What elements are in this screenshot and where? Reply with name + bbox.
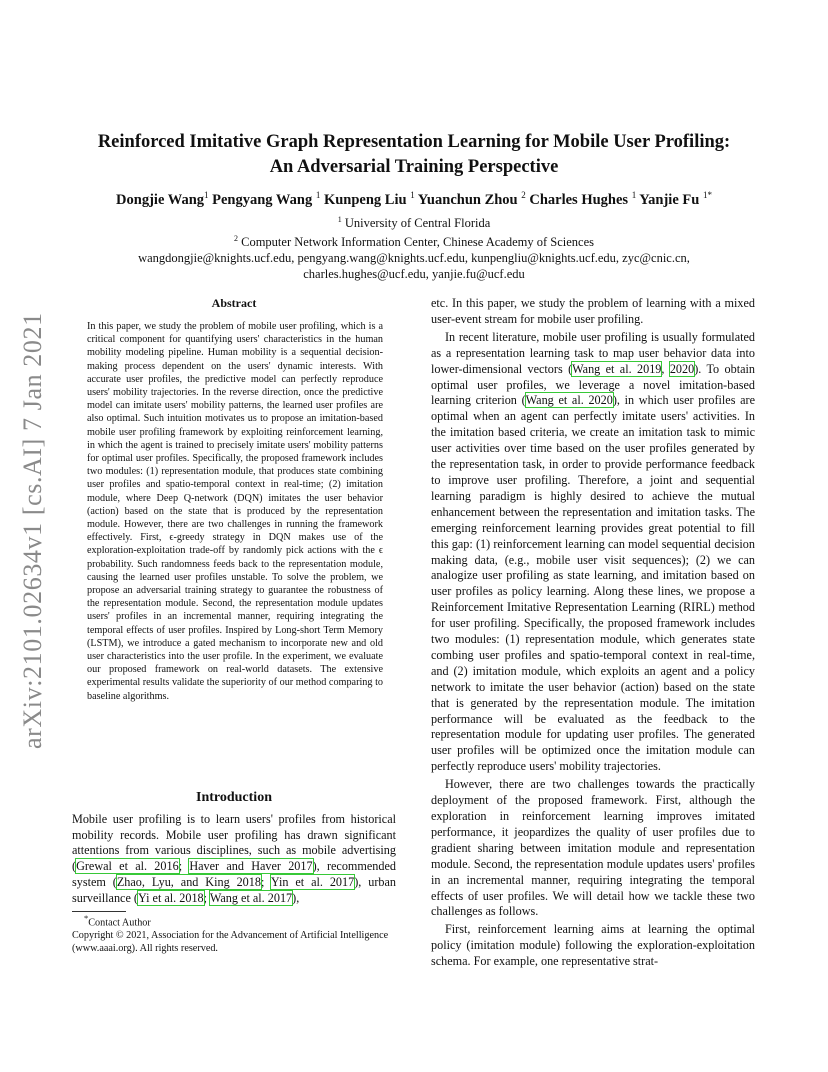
citation-link[interactable]: Grewal et al. 2016 <box>76 859 179 874</box>
affiliation-2 <box>40 231 788 250</box>
author-emails-line-2: charles.hughes@ucf.edu, yanjie.fu@ucf.edu <box>303 267 525 282</box>
author-name: Yanjie Fu <box>639 191 700 208</box>
abstract-heading: Abstract <box>211 296 257 310</box>
author-affiliation-mark: 2 <box>521 190 526 200</box>
author-name: Yuanchun Zhou <box>417 191 518 208</box>
affiliation-mark: 1 <box>337 215 342 224</box>
paragraph-text: ), <box>292 890 300 905</box>
author-list <box>40 190 788 209</box>
contact-author-footnote <box>72 912 396 929</box>
author-affiliation-mark: 1 <box>410 190 415 200</box>
citation-link[interactable]: Haver and Haver 2017 <box>189 859 313 874</box>
citation-separator: , <box>661 361 670 376</box>
affiliation-text: University of Central Florida <box>344 216 491 231</box>
paragraph-text: In recent literature, mobile user profiling is usually formulated as a representation learning task to map user behavior data into lower-dimensional vectors ( <box>431 329 755 376</box>
citation-separator: ; <box>260 874 271 889</box>
paragraph-text: Mobile user profiling is to learn users' profiles from historical mobility records. Mobile user profiling has drawn significant attentions from various disciplines, such as mobile advertising ( <box>72 812 396 874</box>
title-line-2: An Adversarial Training Perspective <box>269 157 559 177</box>
paragraph-challenges: However, there are two challenges towards the practically deployment of the proposed framework. First, although the exploration in reinforcement learning improves imitated performance, it jeopardizes the quality of user profiles due to gradient sharing between imitation module and representation module. Second, the representation module updates users' profiles in an incremental manner, requiring integrating the temporal effects of user profiles. We will detail how we tackle these two challenges as follows. <box>431 777 755 919</box>
right-column <box>431 296 755 972</box>
author-affiliation-mark: 1 <box>631 190 637 200</box>
author-affiliation-mark: 1* <box>702 190 712 200</box>
author-affiliation-mark: 1 <box>315 190 321 200</box>
citation-link[interactable]: Wang et al. 2017 <box>209 890 293 905</box>
citation-link[interactable]: Wang et al. 2020 <box>525 393 613 408</box>
author-name: Dongjie Wang <box>116 191 205 208</box>
author-emails-line-1: wangdongjie@knights.ucf.edu, pengyang.wang@knights.ucf.edu, kunpengliu@knights.ucf.edu, zyc@cnic.cn, <box>138 251 690 266</box>
introduction-heading: Introduction <box>196 790 272 805</box>
author-affiliation-mark: 1 <box>204 190 209 200</box>
footnote-mark: * <box>84 913 89 923</box>
paragraph-first-challenge: First, reinforcement learning aims at learning the optimal policy (imitation module) following the exploration-exploitation schema. For example, one representative strat- <box>431 922 755 969</box>
copyright-notice: Copyright © 2021, Association for the Advancement of Artificial Intelligence (www.aaai.org). All rights reserved. <box>72 930 389 955</box>
paragraph-text: ), urban surveillance ( <box>72 874 396 905</box>
introduction-paragraph <box>72 812 396 906</box>
author-name: Charles Hughes <box>529 191 629 208</box>
citation-link[interactable]: Yin et al. 2017 <box>270 874 355 889</box>
paragraph-recent-literature <box>431 330 755 775</box>
affiliation-mark: 2 <box>234 234 238 244</box>
affiliation-1 <box>40 212 788 231</box>
footnote-text: Contact Author <box>88 917 151 929</box>
title-line-1: Reinforced Imitative Graph Representation Learning for Mobile User Profiling: <box>97 132 731 152</box>
paper-title <box>40 130 788 180</box>
author-name: Kunpeng Liu <box>323 191 407 208</box>
author-name: Pengyang Wang <box>212 191 313 208</box>
arxiv-identifier-stamp: arXiv:2101.02634v1 [cs.AI] 7 Jan 2021 <box>18 312 47 750</box>
affiliation-text: Computer Network Information Center, Chinese Academy of Sciences <box>241 235 594 250</box>
citation-link[interactable]: Wang et al. 2019 <box>572 361 662 376</box>
paragraph-text: ). To obtain optimal user profiles, we leverage a novel imitation-based learning criterion ( <box>431 361 755 408</box>
citation-separator: ; <box>203 890 210 905</box>
footnote-block <box>72 912 396 955</box>
affiliations <box>40 212 788 282</box>
paragraph-continued: etc. In this paper, we study the problem of learning with a mixed user-event stream for mobile user profiling. <box>431 296 755 326</box>
citation-link[interactable]: 2020 <box>669 361 695 376</box>
paragraph-text: ), recommended system ( <box>72 859 396 889</box>
citation-link[interactable]: Yi et al. 2018 <box>137 890 204 905</box>
abstract-text: In this paper, we study the problem of mobile user profiling, which is a critical component for quantifying users' characteristics in the human mobility modeling pipeline. Human mobility is a sequential decision-making process dependent on the users' dynamic interests. With accurate user profiles, the predictive model can perfectly reproduce users' mobility trajectories. In the reverse direction, once the predictive model can imitate users' mobility patterns, the learned user profiles are also optimal. Such intuition motivates us to propose an imitation-based mobile user profiling framework by exploiting reinforcement learning, in which the agent is trained to precisely imitate users' mobility patterns for optimal user profiles. Specifically, the proposed framework includes two modules: (1) representation module, that produces state combining user profiles and spatio-temporal context in real-time; (2) imitation module, where Deep Q-network (DQN) imitates the user behavior (action) based on the state that is produced by the representation module. However, there are two challenges in running the framework effectively. First, ϵ-greedy strategy in DQN makes use of the exploration-exploitation trade-off by randomly pick actions with the ϵ probability. Such randomness feeds back to the representation module, causing the learned user profiles unstable. To solve the problem, we propose an adversarial training strategy to guarantee the robustness of the representation module. Second, the representation module updates users' profiles in an incremental manner, requiring integrating the temporal effects of user profiles. Inspired by Long-short Term Memory (LSTM), we introduce a gated mechanism to incorporate new and old user characteristics into the user profile. In the experiment, we evaluate our proposed framework on real-world datasets. The extensive experimental results validate the superiority of our method comparing to baseline algorithms. <box>87 321 383 702</box>
citation-link[interactable]: Zhao, Lyu, and King 2018 <box>116 874 261 889</box>
paragraph-text: ), in which user profiles are optimal when an agent can perfectly imitate users' activities. In the imitation based criteria, we create an imitation task to mimic user activities over time based on the user profiles generated by the representation task, in order to provide performance feedback to improve user profiling. Therefore, a joint and sequential learning paradigm is highly desired to achieve the mutual enhancement between the representation and imitation tasks. The emerging reinforcement learning provides great potential to fill this gap: (1) reinforcement learning can model sequential decision making data, (e.g., mobile user visit sequences); (2) we can analogize user profiling as state learning, and imitation based on user profiles as policy learning. Along these lines, we propose a Reinforcement Imitative Representation Learning (RIRL) method for user profiling. Specifically, the proposed framework includes two modules: (1) representation module, which generates state combing user profiles and spatio-temporal context in real-time, and (2) imitation module, which exploits an agent and a policy network to imitate the user behavior (action) based on the state that is generated by the representation module. The imitation performance will be evaluated as the feedback to the representation module for updating user profiles. The generated user profiles will be optimized once the imitation module can perfectly reproduce users' mobility trajectories. <box>431 393 756 774</box>
citation-separator: ; <box>178 859 190 874</box>
